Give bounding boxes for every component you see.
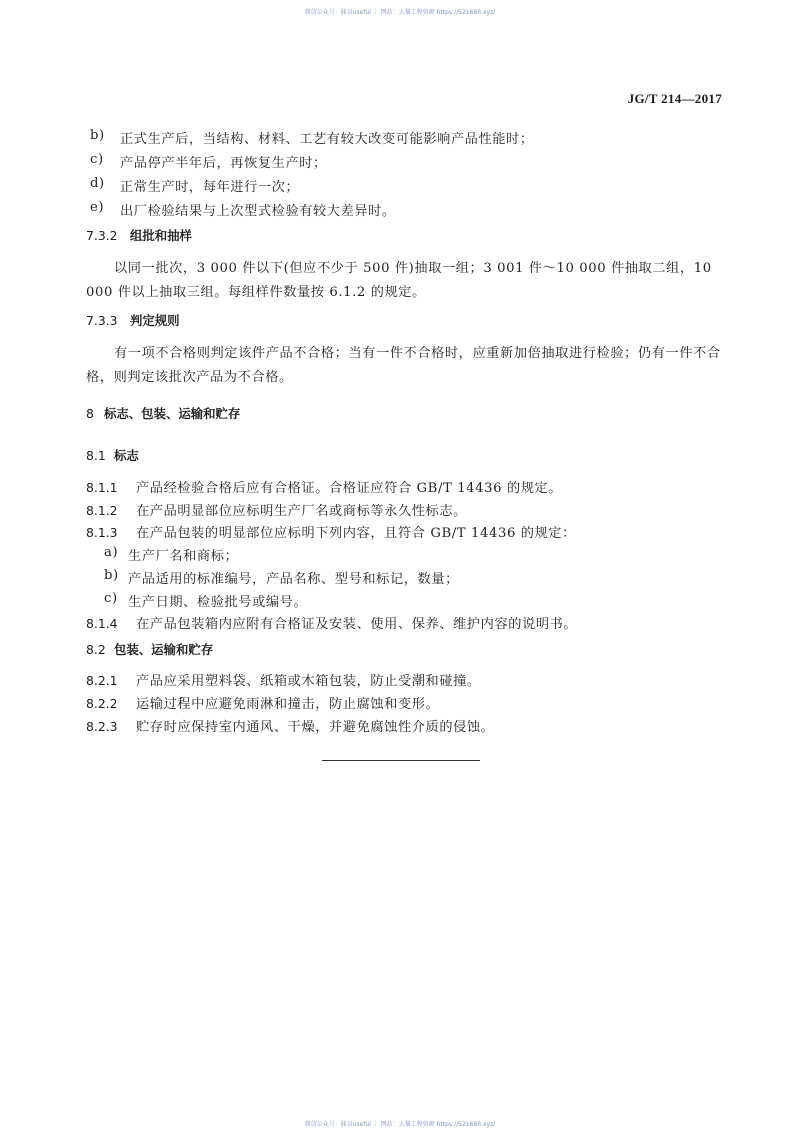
section-heading-8-2 — [86, 640, 213, 658]
section-number: 8.1 — [86, 448, 106, 463]
clause-text: 产品应采用塑料袋、纸箱或木箱包装，防止受潮和碰撞。 — [136, 674, 481, 689]
section-heading-8-1 — [86, 446, 139, 464]
clause-text: 在产品明显部位应标明生产厂名或商标等永久性标志。 — [136, 504, 467, 519]
list-item — [90, 152, 327, 171]
section-number: 8.2 — [86, 642, 106, 657]
chapter-heading-8 — [86, 404, 240, 422]
item-label: a) — [104, 545, 119, 560]
chapter-title: 标志、包装、运输和贮存 — [104, 406, 241, 421]
section-number: 7.3.2 — [86, 228, 118, 243]
section-title: 包装、运输和贮存 — [114, 642, 214, 657]
clause-number: 8.2.3 — [86, 719, 118, 734]
watermark-bottom: 微信公众号：豚员useful ｜ 网站：大猫工程资源 https://521686.xyz/ — [304, 1121, 496, 1128]
item-label: e) — [90, 200, 105, 215]
item-text: 出厂检验结果与上次型式检验有较大差异时。 — [120, 204, 396, 219]
item-text: 正常生产时，每年进行一次； — [120, 180, 300, 195]
clause-8-1-4 — [86, 613, 577, 632]
paragraph-7-3-3: 有一项不合格则判定该件产品不合格；当有一件不合格时，应重新加倍抽取进行检验；仍有一件不合格，则判定该批次产品为不合格。 — [86, 346, 721, 385]
clause-8-1-3 — [86, 522, 576, 541]
list-item — [90, 128, 534, 147]
standard-number: JG/T 214—2017 — [627, 91, 722, 106]
clause-8-1-1 — [86, 477, 562, 496]
watermark-top: 微信公众号：豚员useful ｜ 网站：大猫工程资源 https://521686.xyz/ — [304, 9, 496, 16]
item-label: c) — [90, 152, 104, 167]
list-item — [104, 545, 239, 564]
section-title: 判定规则 — [130, 313, 180, 328]
clause-number: 8.2.1 — [86, 673, 118, 688]
clause-8-2-2 — [86, 693, 439, 712]
clause-text: 在产品包装箱内应附有合格证及安装、使用、保养、维护内容的说明书。 — [136, 617, 578, 632]
clause-text: 运输过程中应避免雨淋和撞击，防止腐蚀和变形。 — [136, 697, 440, 712]
section-title: 标志 — [114, 448, 139, 463]
clause-text: 产品经检验合格后应有合格证。合格证应符合 GB/T 14436 的规定。 — [136, 481, 563, 496]
item-text: 生产日期、检验批号或编号。 — [128, 595, 308, 610]
section-heading-7-3-3 — [86, 311, 180, 329]
clause-number: 8.1.1 — [86, 480, 118, 495]
clause-text: 在产品包装的明显部位应标明下列内容，且符合 GB/T 14436 的规定： — [136, 526, 576, 541]
chapter-number: 8 — [86, 406, 94, 421]
clause-text: 贮存时应保持室内通风、干燥，并避免腐蚀性介质的侵蚀。 — [136, 720, 495, 735]
section-heading-7-3-2 — [86, 226, 192, 244]
clause-number: 8.1.3 — [86, 525, 118, 540]
item-label: d) — [90, 176, 105, 191]
list-item — [104, 591, 308, 610]
item-text: 正式生产后，当结构、材料、工艺有较大改变可能影响产品性能时； — [120, 132, 534, 147]
item-label: b) — [90, 128, 105, 143]
section-number: 7.3.3 — [86, 313, 118, 328]
end-of-document-rule — [322, 760, 480, 761]
item-text: 产品适用的标准编号，产品名称、型号和标记，数量； — [128, 572, 459, 587]
list-item — [104, 568, 459, 587]
clause-8-1-2 — [86, 500, 467, 519]
clause-8-2-1 — [86, 670, 481, 689]
list-item — [90, 176, 300, 195]
clause-8-2-3 — [86, 716, 494, 735]
item-label: b) — [104, 568, 119, 583]
item-text: 生产厂名和商标； — [128, 549, 239, 564]
clause-number: 8.1.2 — [86, 503, 118, 518]
paragraph-7-3-2: 以同一批次，3 000 件以下(但应不少于 500 件)抽取一组；3 001 件～10 000 件抽取二组，10 000 件以上抽取三组。每组样件数量按 6.1.2 的规定。 — [86, 261, 712, 300]
list-item — [90, 200, 396, 219]
clause-number: 8.1.4 — [86, 616, 118, 631]
clause-number: 8.2.2 — [86, 696, 118, 711]
section-title: 组批和抽样 — [130, 228, 192, 243]
item-text: 产品停产半年后，再恢复生产时； — [120, 156, 327, 171]
item-label: c) — [104, 591, 118, 606]
